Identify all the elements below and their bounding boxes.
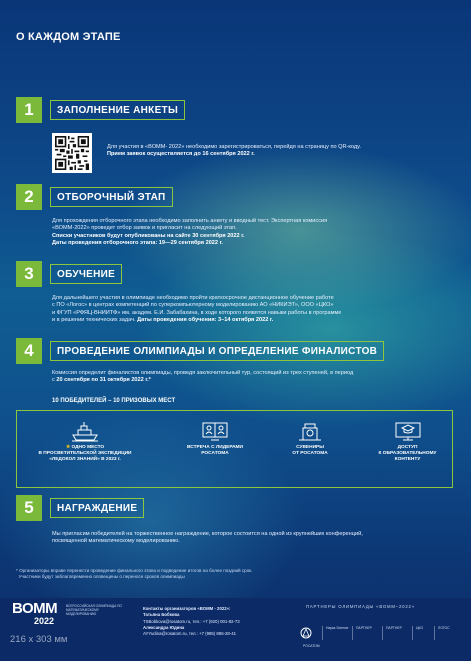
logo-year: 2022 [34,616,55,626]
partner-name-6: ЛОГОС [438,626,450,630]
step-4-text [52,370,457,385]
step-2-dates: Даты проведения отборочного этапа: 19—29 сентября 2022 г. [52,240,223,247]
contact-1-info[interactable]: TSBobkova@rosatom.ru, тел.: +7 (920) 001-82-73 [143,618,240,624]
logo-text: ВОММ [12,600,58,617]
ship-icon [70,420,100,442]
step-1-text [107,144,437,159]
step-1-title: ЗАПОЛНЕНИЕ АНКЕТЫ [50,100,185,120]
prize-content-line-3: КОНТЕНТУ [394,457,421,462]
footnote-line-1: * Организаторы вправе перенести проведение финального этапа и подведение итогов на более поздний срок. [16,568,253,573]
prize-expedition-line-1: В ПРОСВЕТИТЕЛЬСКОЙ ЭКСПЕДИЦИИ [38,451,132,456]
step-5-text [52,531,457,546]
prize-content-line-2: К ОБРАЗОВАТЕЛЬНОМУ [378,451,437,456]
partner-logo-3 [352,626,372,640]
step-2-desc-2: «ВОММ-2022» проведет отбор заявок и пригласит на следующий этап. [52,225,237,232]
prize-expedition-line-2: «ЛЕДОКОЛ ЗНАНИЙ» В 2023 г. [49,457,121,462]
prize-expedition-label: ★ ОДНО МЕСТО В ПРОСВЕТИТЕЛЬСКОЙ ЭКСПЕДИЦИИ «ЛЕДОКОЛ ЗНАНИЙ» В 2023 г. [38,445,132,462]
step-1-deadline: Прием заявок осуществляется до 16 сентября 2022 г. [107,151,255,158]
step-1-desc: Для участия в «ВОММ- 2022» необходимо зарегистрироваться, перейдя на страницу по QR-коду. [107,144,361,150]
qr-code-graphic [55,136,89,170]
step-2-text [52,218,452,248]
prize-souvenirs-line-2: ОТ РОСАТОМА [292,451,328,456]
step-4-number: 4 [16,338,42,364]
step-3-dates: Даты проведения обучения: 3–14 октября 2022 г. [137,317,274,324]
prize-content [365,420,450,463]
step-4-desc-1: Комиссия определит финалистов олимпиады, проведя заключительный тур, состоящий из трех ступеней, в период [52,370,354,376]
contacts-title: Контакты организаторов «ВОММ - 2022»: [143,606,231,611]
education-screen-icon [393,420,423,442]
step-3-title: ОБУЧЕНИЕ [50,264,122,284]
rosatom-logo-icon [300,627,312,639]
step-2-title: ОТБОРОЧНЫЙ ЭТАП [50,187,173,207]
partner-logo-4 [382,626,402,640]
winners-count: 10 ПОБЕДИТЕЛЕЙ – 10 ПРИЗОВЫХ МЕСТ [52,398,176,404]
prize-meeting-line-1: ВСТРЕЧА С ЛИДЕРАМИ [186,445,244,450]
prize-meeting-line-2: РОСАТОМА [201,451,229,456]
video-meeting-icon [200,420,230,442]
partner-name-5: ЦКО [416,626,424,630]
partner-logo-5 [412,626,423,640]
step-5-desc-2: посвященной математическому моделированию. [52,538,180,545]
prize-expedition-title: ОДНО МЕСТО [71,445,105,450]
partner-name-2: Наука Science [326,626,349,630]
step-4-dates: 20 сентября по 31 октября 2022 г.* [56,377,151,384]
vomm-logo [12,600,72,634]
step-3-number: 3 [16,261,42,287]
partner-name-4: ПАРТНЕР [386,626,402,630]
step-5-number: 5 [16,495,42,521]
contact-1-name: Татьяна Бобкова [143,612,180,618]
logo-subtitle: ВСЕРОССИЙСКАЯ ОЛИМПИАДА ПО МАТЕМАТИЧЕСКОМУ МОДЕЛИРОВАНИЮ [66,604,122,616]
contact-2-name: Александра Юдина [143,624,185,630]
step-2-number: 2 [16,184,42,210]
contacts-block [143,606,240,637]
prize-souvenirs-label [275,445,345,457]
footnote [16,568,253,580]
partner-logo-6 [434,626,450,640]
qr-code-icon[interactable] [52,133,92,173]
contact-2-info[interactable]: AYYudina@rosatom.ru, тел.: +7 (985) 886-28-41 [143,631,237,637]
step-1-number: 1 [16,97,42,123]
step-3-text [52,295,457,325]
partners-logos [300,620,460,646]
prize-content-label [365,445,450,463]
prize-expedition [30,420,140,463]
step-5-title: НАГРАЖДЕНИЕ [50,498,144,518]
step-3-desc-2: с ПО «Логос» в центрах компетенций по суперкомпьютерному моделированию АО «НИКИЭТ», ООО «ЦКО» [52,302,334,309]
prize-content-line-1: ДОСТУП [397,445,418,450]
partner-name-3: ПАРТНЕР [356,626,372,630]
step-3-desc-3: и ФГУП «РФЯЦ-ВНИИТФ» им. академ. Е.И. Забабахина, в ходе которого появятся навыки работы в программе [52,309,342,316]
step-4-desc-2: с [52,377,55,384]
partner-logo-2 [322,626,348,640]
step-3-desc-1: Для дальнейшего участия в олимпиаде необходимо пройти краткосрочное дистанционное обучение работе [52,295,334,301]
page-dimensions-label: 216 x 303 мм [10,634,68,645]
step-3-desc-4: и в решении технических задач. [52,317,136,324]
partner-name-1: РОСАТОМ [303,644,320,648]
prize-meeting [175,420,255,457]
step-2-desc-1: Для прохождения отборочного этапа необходимо заполнить анкету и вводный тест. Экспертная комиссия [52,218,328,224]
step-2-results-date: Списки участников будут опубликованы на сайте 30 сентября 2022 г. [52,232,245,239]
partners-title: ПАРТНЕРЫ ОЛИМПИАДЫ «ВОММ–2022» [306,604,415,609]
step-5-desc-1: Мы пригласим победителей на торжественное награждение, которое состоится на одной из крупнейших конференций, [52,531,363,537]
souvenir-icon [295,420,325,442]
prize-souvenirs-line-1: СУВЕНИРЫ [296,445,324,450]
page-title: О КАЖДОМ ЭТАПЕ [16,31,121,43]
partner-logo-1 [300,626,320,648]
prize-meeting-label [175,445,255,457]
prize-souvenirs [275,420,345,457]
step-4-title: ПРОВЕДЕНИЕ ОЛИМПИАДЫ И ОПРЕДЕЛЕНИЕ ФИНАЛИСТОВ [50,341,384,361]
footnote-line-2: Участники будут заблаговременно оповещены о переносе сроков олимпиады [18,574,185,580]
